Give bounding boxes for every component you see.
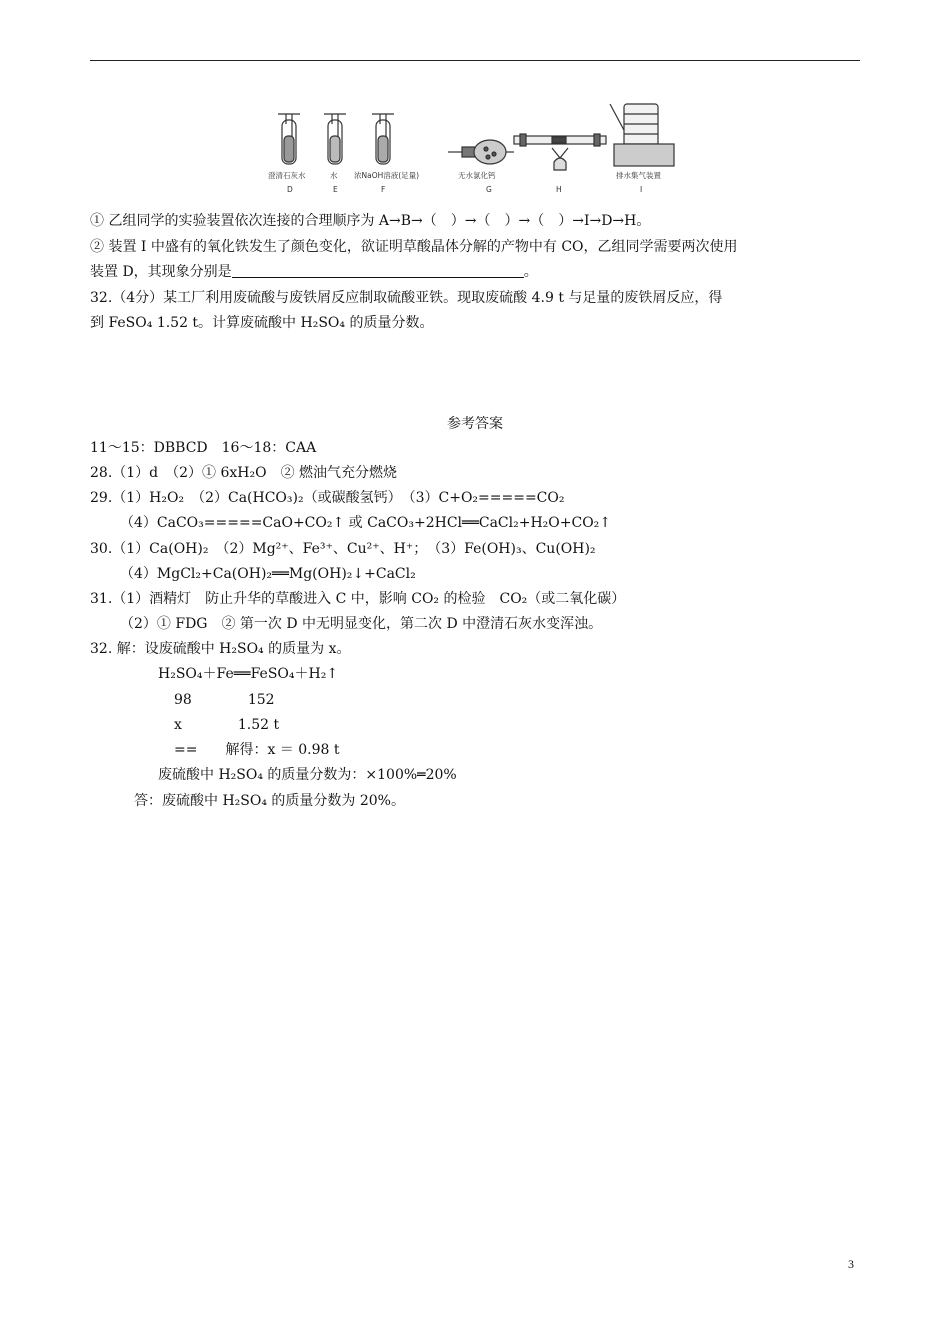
- answer-line: （2）① FDG ② 第一次 D 中无明显变化，第二次 D 中澄清石灰水变浑浊。: [120, 616, 603, 632]
- gas-collection-i: [610, 104, 674, 166]
- q32-line-1: 32.（4分）某工厂利用废硫酸与废铁屑反应制取硫酸亚铁。现取废硫酸 4.9 t 与足量的废铁屑反应，得: [90, 290, 723, 306]
- label-h: H: [556, 185, 562, 194]
- label-f-cn: 浓NaOH溶液(足量): [354, 171, 420, 180]
- label-d: D: [287, 185, 293, 194]
- answer-blank: [232, 263, 524, 278]
- answer-line: 98 152: [174, 692, 275, 708]
- answers-title: 参考答案: [447, 416, 503, 432]
- q31-line-1: ① 乙组同学的实验装置依次连接的合理顺序为 A→B→（ ）→（ ）→（ ）→I→D→H。: [90, 213, 651, 229]
- answer-line: 30.（1）Ca(OH)₂ （2）Mg²⁺、Fe³⁺、Cu²⁺、H⁺； （3）Fe(OH)₃、Cu(OH)₂: [90, 541, 596, 557]
- label-i-cn: 排水集气装置: [616, 171, 661, 180]
- test-tube-f: [372, 114, 394, 164]
- combustion-tube-h: [514, 134, 606, 170]
- q31-line-3: [90, 263, 538, 281]
- label-d-cn: 澄清石灰水: [268, 171, 306, 180]
- answer-line: H₂SO₄＋Fe══FeSO₄＋H₂↑: [158, 666, 339, 682]
- answer-line: 11～15：DBBCD 16～18：CAA: [90, 440, 317, 456]
- test-tube-d: [278, 114, 300, 164]
- test-tube-e: [324, 114, 346, 164]
- answer-line: x 1.52 t: [174, 717, 280, 733]
- label-g: G: [486, 185, 492, 194]
- label-e-cn: 水: [330, 171, 338, 180]
- answer-line: 31.（1）酒精灯 防止升华的草酸进入 C 中，影响 CO₂ 的检验 CO₂（或二氧化碳）: [90, 591, 626, 607]
- answer-line: 废硫酸中 H₂SO₄ 的质量分数为：×100%═20%: [158, 767, 457, 783]
- q31-line-3-text: 装置 D，其现象分别是: [90, 264, 232, 280]
- label-e: E: [333, 185, 338, 194]
- answer-line: （4）MgCl₂+Ca(OH)₂══Mg(OH)₂↓+CaCl₂: [120, 566, 416, 582]
- answer-line: 28.（1）d （2）① 6xH₂O ② 燃油气充分燃烧: [90, 465, 398, 481]
- drying-tube-g: [448, 140, 514, 164]
- label-g-cn: 无水氯化钙: [458, 171, 496, 180]
- apparatus-figure: [262, 100, 692, 200]
- answer-line: 29.（1）H₂O₂ （2）Ca(HCO₃)₂（或碳酸氢钙） （3）C+O₂=====CO₂: [90, 490, 565, 506]
- label-i: I: [640, 185, 643, 194]
- page-number: 3: [848, 1257, 854, 1271]
- answer-line: == 解得：x ＝ 0.98 t: [174, 742, 340, 758]
- header-rule: [90, 60, 860, 61]
- q31-line-3-end: 。: [523, 264, 538, 280]
- q32-line-2: 到 FeSO₄ 1.52 t。计算废硫酸中 H₂SO₄ 的质量分数。: [90, 315, 434, 331]
- answer-line: （4）CaCO₃=====CaO+CO₂↑ 或 CaCO₃+2HCl══CaCl₂+H₂O+CO₂↑: [120, 515, 612, 531]
- answer-line: 答：废硫酸中 H₂SO₄ 的质量分数为 20%。: [134, 793, 405, 809]
- label-f: F: [381, 185, 386, 194]
- answer-line: 32. 解：设废硫酸中 H₂SO₄ 的质量为 x。: [90, 641, 351, 657]
- q31-line-2: ② 装置 I 中盛有的氧化铁发生了颜色变化，欲证明草酸晶体分解的产物中有 CO，乙组同学需要两次使用: [90, 239, 738, 255]
